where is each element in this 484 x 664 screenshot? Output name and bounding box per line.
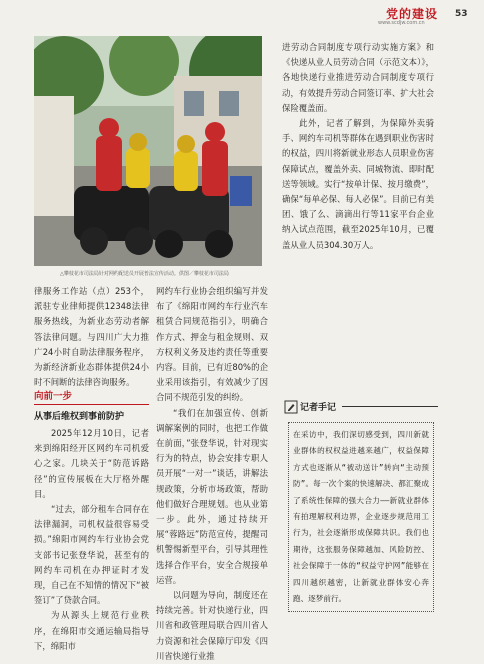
paragraph: 律服务工作站（点）253个，派驻专业律师提供12348法律服务热线，为新业态劳动者解答法律问题。与四川广大力推广24小时自助法律服务程序，为新经济新业态群体提供24小时不间断的法律咨询服务。 [34,286,149,388]
paragraph: 进劳动合同制度专项行动实施方案》和《快递从业人员劳动合同（示范文本）》，各地快递行业推进劳动合同制度专项行动，有效提升劳动合同签订率、扩大社会保险覆盖面。 [282,42,434,113]
section-block [34,388,149,654]
section-subtitle: 从事后维权到事前防护 [34,412,125,422]
paragraph: 网约车行业协会组织编写并发布了《绵阳市网约车行业汽车租赁合同规范指引》，明确合作方式、押金与租金规则、双方权利义务及违约责任等重要内容。目前，已有近80%的企业采用该指引，有效减少了因合同不规范引发的纠纷。 [156,286,268,403]
photo-illustration [34,36,262,266]
column-1 [34,284,149,390]
section-divider [34,404,149,405]
section-title: 向前一步 [34,391,73,402]
reporter-notes-title: 记者手记 [300,403,337,413]
paragraph: 2025年12月10日，记者来到绵阳经开区网约车司机爱心之家。几块关于“防范诉路径”的宣传展板在大厅格外醒目。 [34,428,149,499]
magazine-url: www.scdjw.com.cn [378,20,425,26]
paragraph: 以问题为导向，制度还在持续完善。针对快递行业，四川省和政管理局联合四川省人力资源和社会保障厅印发《四川省快递行业推 [156,590,268,661]
photo-caption: △攀枝花市司法局针对网约配送员开展普法宣传活动。供图／攀枝花市司法局 [60,271,229,277]
page-header [0,0,484,28]
reporter-notes [282,398,438,611]
paragraph: 为从源头上规范行业秩序，在绵阳市交通运输局指导下，绵阳市 [34,610,149,651]
magazine-logo: 党的建设 [386,7,439,21]
paragraph: “过去，部分租车合同存在法律漏洞，司机权益很容易受损。”绵阳市网约车行业协会党支部书记张登华说，甚至有的网约车司机在办押证时才发现，自己在不知情的情况下“被签订”了贷款合同。 [34,504,149,606]
section-body [34,426,149,654]
page-number: 53 [455,9,468,19]
pencil-icon [284,400,298,414]
reporter-notes-header [282,398,438,414]
paragraph: 此外，记者了解到，为保障外卖骑手、网约车司机等群体在遇到职业伤害时的权益，四川将新就业形态人员职业伤害保障试点，覆盖外卖、同城物流、即时配送等领域。实行“按单计保、按月缴费”，确保“每单必保、每人必保”。目前已有美团、饿了么、滴滴出行等11家平台企业纳入试点范围，截至2025年10月，已覆盖从业人员304.30万人。 [282,118,434,250]
reporter-notes-body: 在采访中，我们深切感受到，四川新就业群体的权权益进越来越广，权益保障方式也逐渐从“被动送计”转向“主动预防”。每一次个案的快速解决、都汇聚成了系统性保障的强大合力——新就业群体有拍理解权利边界，企业逐步规范用工行为，社会逐渐形成保障共识。我们也期待，这张服务保障越加、风险防控、社会保障于一体的“权益守护网”能够在四川越织越密，让新就业群体安心奔跑、逐梦前行。 [288,422,434,612]
column-3 [282,40,434,253]
column-2 [156,284,268,664]
paragraph: “我们在加强宣传、创新调解案例的同时，也把工作做在前面，”张登华说，针对现实行为的特点，协会安排专职人员开展“一对一”谈话，讲解法规政策，分析市场政策，帮助他们做好合理规划。也从业第一步。此外，通过持续开展“蓉路远”防范宣传，提醒司机警惕新型平台，引导其理性选择合作平台，安全合规接单运营。 [156,407,268,585]
reporter-notes-rule [342,406,438,407]
article-photo [34,36,262,266]
